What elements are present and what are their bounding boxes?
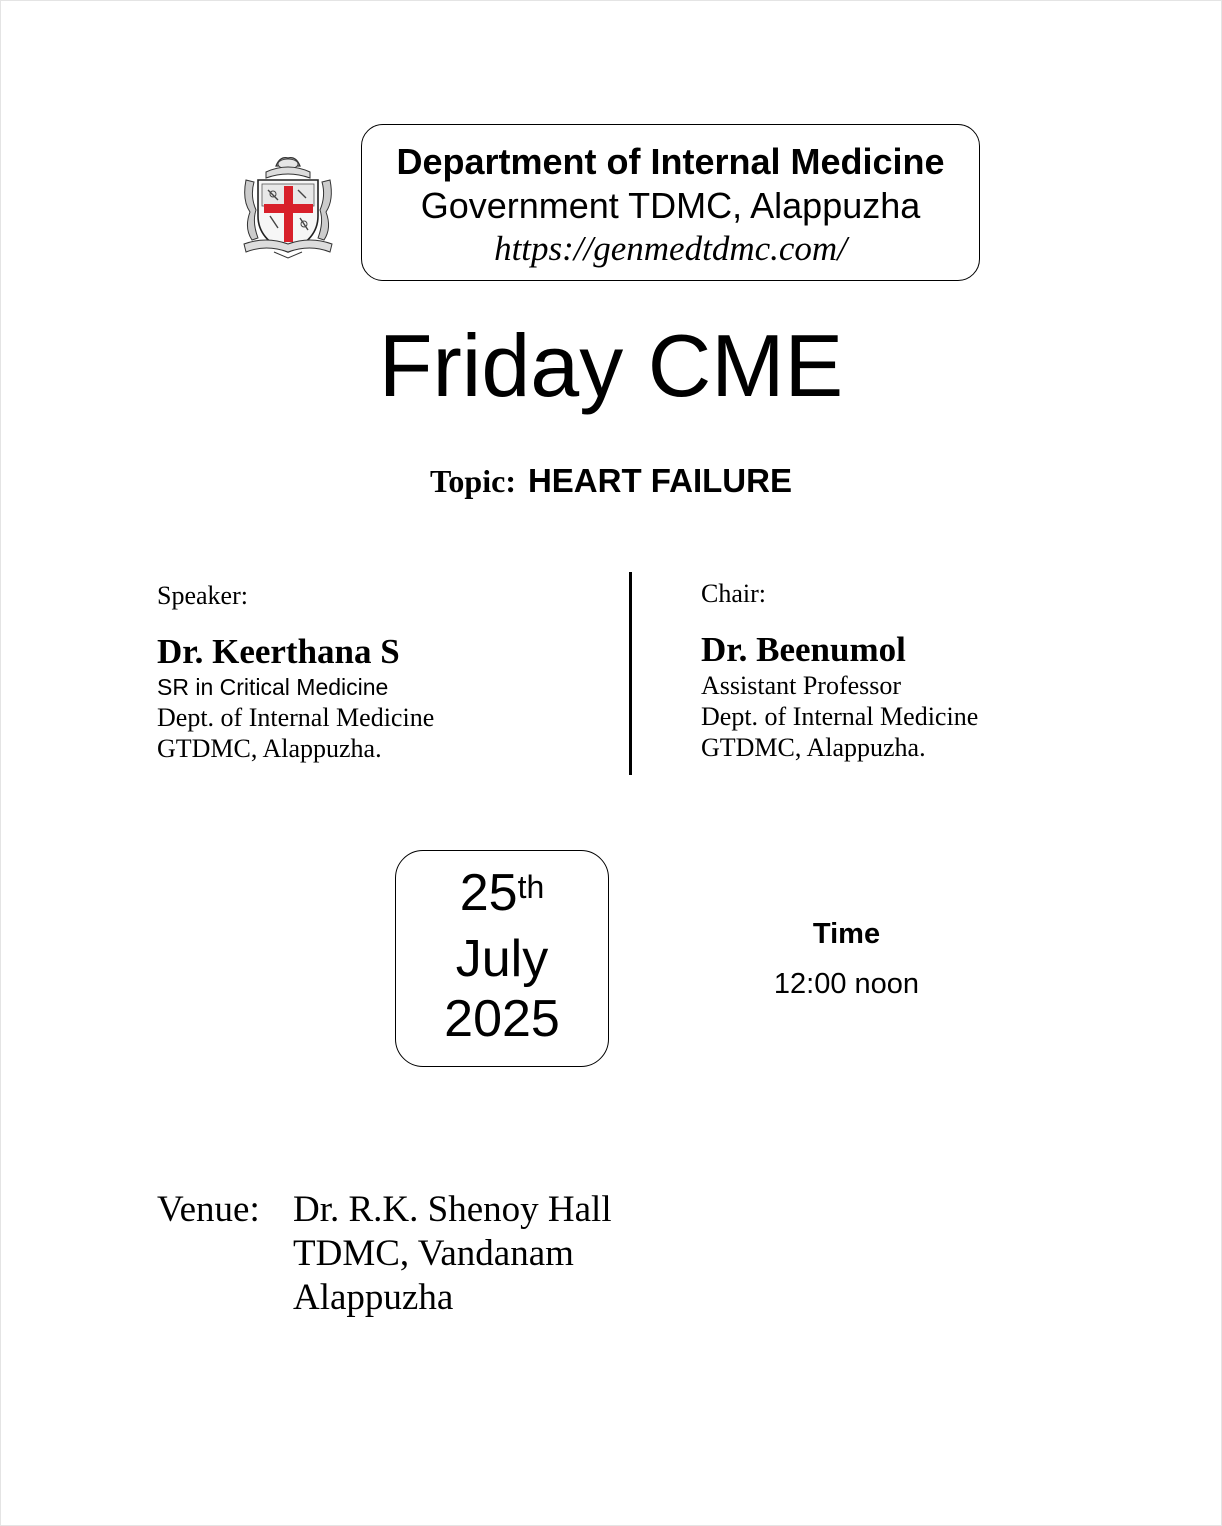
event-title: Friday CME	[378, 316, 844, 415]
chair-name: Dr. Beenumol	[701, 630, 906, 669]
speaker-block	[157, 580, 434, 764]
time-label: Time	[812, 918, 881, 950]
time-block	[745, 916, 948, 1002]
chair-block	[701, 578, 978, 763]
date-day-number: 25	[459, 864, 518, 922]
venue-line-2: TDMC, Vandanam	[293, 1233, 574, 1274]
college-name: Government TDMC, Alappuzha	[420, 185, 921, 226]
topic-value: HEART FAILURE	[527, 462, 792, 499]
vertical-divider	[629, 572, 632, 775]
speaker-designation: SR in Critical Medicine	[157, 674, 389, 700]
venue-label: Venue:	[157, 1189, 260, 1230]
date-month: July	[455, 930, 549, 988]
topic-label: Topic:	[430, 463, 516, 499]
speaker-institution: GTDMC, Alappuzha.	[157, 734, 382, 763]
date-box	[395, 850, 609, 1067]
chair-designation: Assistant Professor	[701, 671, 902, 700]
speaker-name: Dr. Keerthana S	[157, 632, 400, 671]
date-year: 2025	[444, 990, 560, 1048]
college-crest-icon	[240, 152, 336, 260]
date-day-suffix: th	[517, 869, 545, 905]
chair-institution: GTDMC, Alappuzha.	[701, 733, 926, 762]
department-name: Department of Internal Medicine	[396, 141, 945, 182]
time-value: 12:00 noon	[773, 968, 920, 1000]
venue-address	[293, 1188, 612, 1320]
speaker-role-label: Speaker:	[157, 581, 248, 610]
venue-line-1: Dr. R.K. Shenoy Hall	[293, 1189, 612, 1230]
venue-line-3: Alappuzha	[293, 1277, 454, 1318]
chair-role-label: Chair:	[701, 579, 766, 608]
speaker-department: Dept. of Internal Medicine	[157, 703, 435, 732]
chair-department: Dept. of Internal Medicine	[701, 702, 979, 731]
department-header-box	[361, 124, 980, 281]
date-day	[396, 863, 608, 923]
topic-line	[0, 462, 1222, 500]
website-link[interactable]: https://genmedtdmc.com/	[494, 229, 847, 268]
